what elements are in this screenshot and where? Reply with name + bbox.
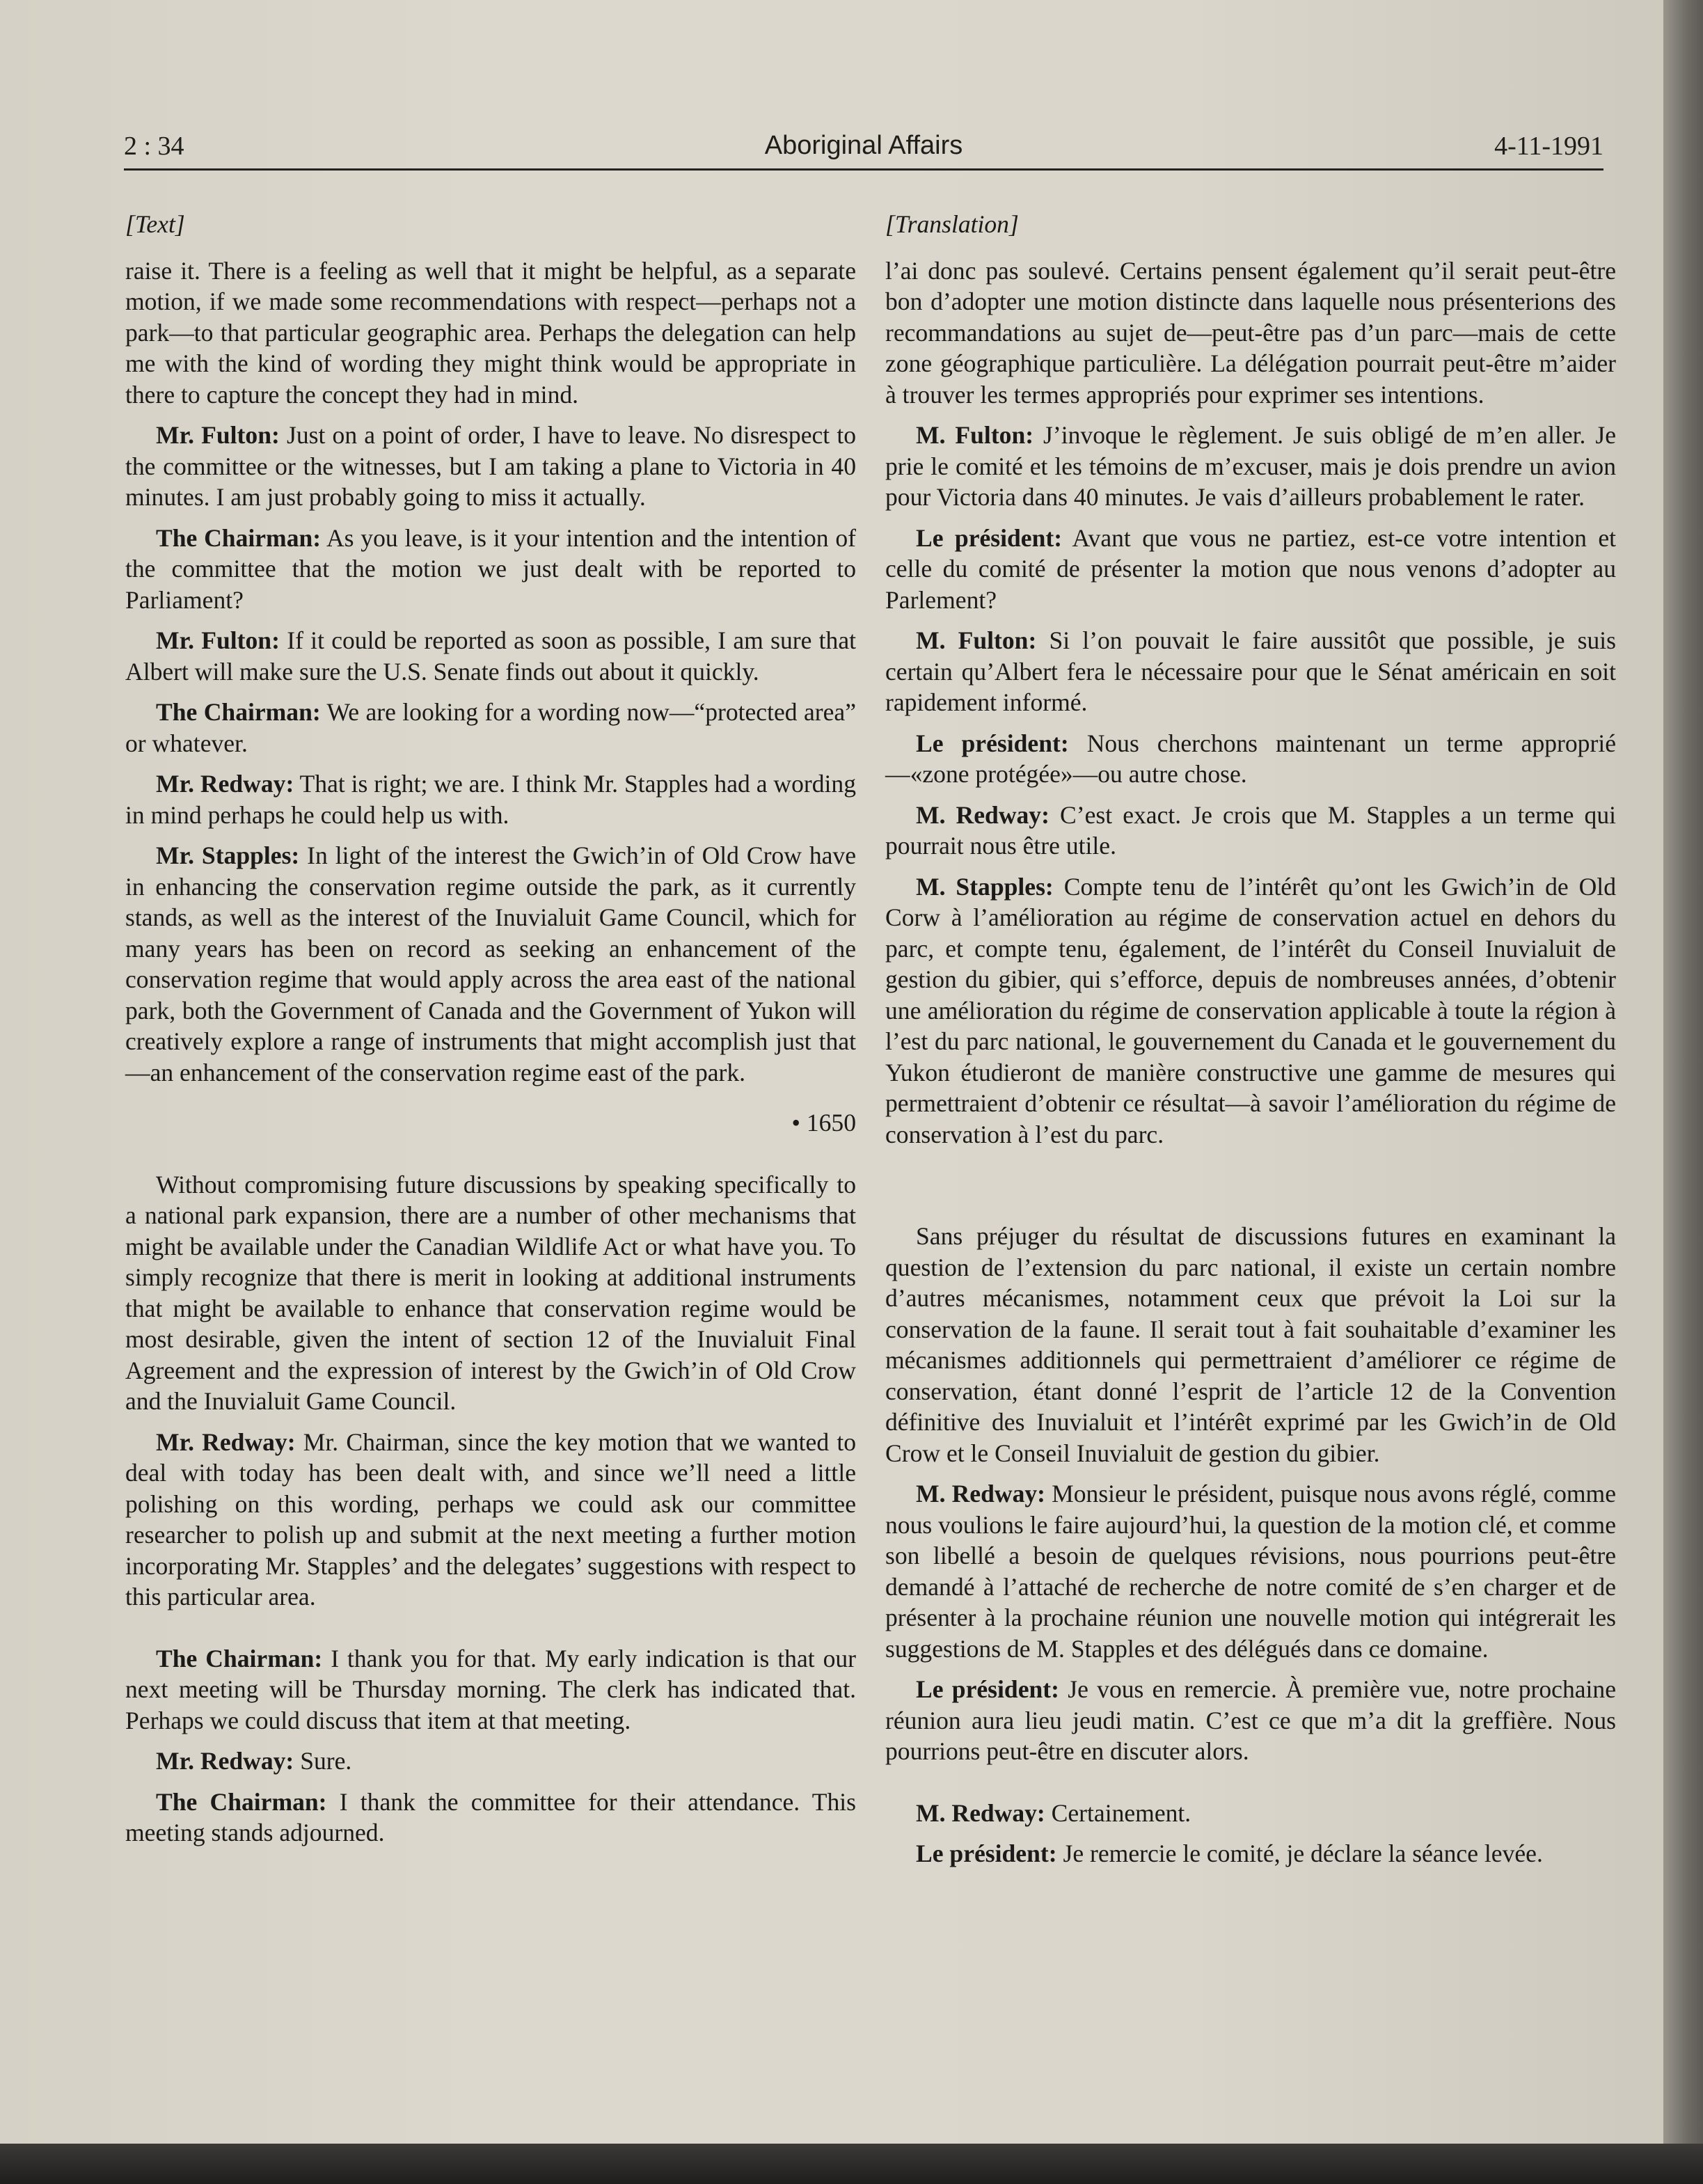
speech-text: We are looking for a wording now—“protected area” or whatever. (125, 698, 856, 757)
speech-text: I thank the committee for their attendance. This meeting stands adjourned. (125, 1787, 856, 1846)
speaker-name: Le président: (916, 523, 1063, 552)
speaker-name: The Chairman: (156, 1644, 323, 1672)
speech-text: Je vous en remercie. À première vue, notre prochaine réunion aura lieu jeudi matin. C’est ce que m’a dit la greffière. Nous pourrions peut-être en discuter alors. (885, 1675, 1616, 1765)
speech-paragraph (125, 1643, 856, 1736)
page-date: 4-11-1991 (1494, 132, 1603, 161)
speech-paragraph (885, 1674, 1616, 1767)
speech-text: Sure. (294, 1747, 352, 1775)
speech-text: I thank you for that. My early indication is that our next meeting will be Thursday morning. The clerk has indicated that. Perhaps we could discuss that item at that meeting. (125, 1644, 856, 1734)
speech-text: Mr. Chairman, since the key motion that we wanted to deal with today has been dealt with, and since we’ll need a little polishing on this wording, perhaps we could ask our committee researcher to polish up and submit at the next meeting a further motion incorporating Mr. Stapples’ and the delegates’ suggestions with respect to this particular area. (125, 1427, 856, 1611)
speech-text: Compte tenu de l’intérêt qu’ont les Gwich’in de Old Corw à l’amélioration au régime de conservation actuel en dehors du parc, et compte tenu, également, de l’intérêt du Conseil Inuvialuit de gestion du gibier, qui s’efforce, depuis de nombreuses années, d’obtenir une amélioration du régime de conservation applicable à toute la région à l’est du parc national, le gouvernement du Canada et le gouvernement du Yukon étudieront de manière constructive une gamme de mesures qui permettraient d’obtenir ce résultat—à savoir l’amélioration du régime de conservation à l’est du parc. (885, 872, 1616, 1148)
speaker-name: The Chairman: (156, 523, 322, 552)
speech-paragraph (885, 420, 1616, 513)
speech-paragraph (885, 1838, 1616, 1869)
french-column (885, 209, 1616, 1879)
speaker-name: M. Redway: (916, 1798, 1045, 1827)
speech-paragraph (125, 1746, 856, 1777)
paragraph: Sans préjuger du résultat de discussions futures en examinant la question de l’extension du parc national, il existe un certain nombre d’autres mécanismes, notamment ceux que prévoit la Loi sur la conservation de la faune. Il serait tout à fait souhaitable d’examiner les mécanismes additionnels qui permettraient d’améliorer ce régime de conservation, étant donné l’esprit de l’article 12 de la Convention définitive des Inuvialuit et l’intérêt exprimé par les Gwich’in de Old Crow et le Conseil Inuvialuit de gestion du gibier. (885, 1222, 1616, 1467)
speech-paragraph (125, 1787, 856, 1849)
speaker-name: The Chairman: (156, 1787, 327, 1816)
speaker-name: M. Redway: (916, 1480, 1045, 1508)
speaker-name: Le président: (916, 729, 1069, 757)
speech-paragraph (885, 1478, 1616, 1664)
speech-paragraph (885, 728, 1616, 790)
spacer (125, 1622, 856, 1643)
speech-paragraph (125, 1427, 856, 1613)
speech-paragraph (885, 800, 1616, 862)
speech-text: Just on a point of order, I have to leave. No disrespect to the committee or the witnesses, but I am taking a plane to Victoria in 40 minutes. I am just probably going to miss it actually. (125, 421, 856, 511)
speech-text: Monsieur le président, puisque nous avons réglé, comme nous voulions le faire aujourd’hui, la question de la motion clé, et comme son libellé a besoin de quelques révisions, nous pourrions peut-être demandé à l’attaché de recherche de notre comité de s’en charger et de présenter à la prochaine réunion une nouvelle motion qui intégrerait les suggestions de M. Stapples et des délégués dans ce domaine. (885, 1480, 1616, 1663)
speech-text: If it could be reported as soon as possible, I am sure that Albert will make sure the U.S. Senate finds out about it quickly. (125, 626, 856, 686)
column-tag: [Text] (125, 210, 185, 238)
speaker-name: M. Stapples: (916, 872, 1054, 901)
speaker-name: M. Fulton: (916, 421, 1034, 449)
speech-paragraph (885, 871, 1616, 1150)
speaker-name: Mr. Stapples: (156, 841, 300, 869)
speaker-name: Mr. Redway: (156, 770, 294, 798)
paragraph: Without compromising future discussions by speaking specifically to a national park expansion, there are a number of other mechanisms that might be available under the Canadian Wildlife Act or what have you. To simply recognize that there is merit in looking at additional instruments that might be available to enhance that conservation regime would be most desirable, given the intent of section 12 of the Inuvialuit Final Agreement and the expression of interest by the Gwich’in of Old Crow and the Inuvialuit Game Council. (125, 1170, 856, 1415)
speech-text: That is right; we are. I think Mr. Stapples had a wording in mind perhaps he could help us with. (125, 770, 856, 829)
page-edge (1663, 0, 1703, 2184)
spacer (885, 1777, 1616, 1798)
speech-paragraph (125, 523, 856, 616)
speech-text: Si l’on pouvait le faire aussitôt que possible, je suis certain qu’Albert fera le nécessaire pour que le Sénat américain en soit rapidement informé. (885, 626, 1617, 716)
column-tag: [Translation] (885, 210, 1019, 238)
speech-text: Avant que vous ne partiez, est-ce votre intention et celle du comité de présenter la motion que nous venons d’adopter au Parlement? (885, 523, 1616, 614)
speaker-name: M. Fulton: (916, 626, 1037, 654)
speech-text: Nous cherchons maintenant un terme approprié—«zone protégée»—ou autre chose. (885, 729, 1616, 788)
spacer (885, 1190, 1616, 1221)
speech-text: As you leave, is it your intention and the intention of the committee that the motion we just dealt with be reported to Parliament? (125, 523, 856, 614)
english-column (125, 209, 856, 1858)
speech-paragraph (885, 523, 1616, 616)
paragraph: l’ai donc pas soulevé. Certains pensent également qu’il serait peut-être bon d’adopter une motion distincte dans laquelle nous présenterions des recommandations au sujet de—peut-être pas d’un parc—mais de cette zone géographique particulière. La délégation pourrait peut-être m’aider à trouver les termes appropriés pour exprimer ses intentions. (885, 256, 1616, 409)
speech-paragraph (125, 625, 856, 687)
speech-paragraph (125, 840, 856, 1088)
speech-paragraph (125, 768, 856, 830)
page-number: 2 : 34 (124, 132, 184, 161)
speech-text: J’invoque le règlement. Je suis obligé de m’en aller. Je prie le comité et les témoins de m’excuser, mais je dois prendre un avion pour Victoria dans 40 minutes. Je vais d’ailleurs probablement le rater. (885, 421, 1616, 511)
speech-paragraph (885, 625, 1616, 718)
page-header (124, 131, 1603, 170)
page-bottom-edge (0, 2144, 1703, 2184)
speaker-name: The Chairman: (156, 698, 321, 726)
time-marker: • 1650 (791, 1109, 856, 1137)
speech-paragraph (885, 1798, 1616, 1829)
speech-paragraph (125, 420, 856, 513)
speech-text: Je remercie le comité, je déclare la séance levée. (1056, 1839, 1543, 1867)
speaker-name: Le président: (916, 1839, 1057, 1867)
paragraph: raise it. There is a feeling as well that it might be helpful, as a separate motion, if we made some recommendations with respect—perhaps not a park—to that particular geographic area. Perhaps the delegation can help me with the kind of wording they might think would be appropriate in there to capture the concept they had in mind. (125, 256, 856, 409)
speaker-name: Mr. Fulton: (156, 421, 280, 449)
speech-paragraph (125, 697, 856, 759)
speech-text: Certainement. (1045, 1798, 1191, 1827)
speech-text: In light of the interest the Gwich’in of Old Crow have in enhancing the conservation regime outside the park, as it currently stands, as well as the interest of the Inuvialuit Game Council, which for many years has been on record as seeking an enhancement of the conservation regime that would apply across the area east of the national park, both the Government of Canada and the Government of Yukon will creatively explore a range of instruments that might accomplish just that—an enhancement of the conservation regime east of the park. (125, 841, 856, 1086)
speaker-name: Mr. Redway: (156, 1747, 294, 1775)
spacer (885, 1160, 1616, 1190)
running-title: Aboriginal Affairs (764, 131, 963, 160)
header-rule (124, 168, 1603, 171)
speaker-name: Mr. Fulton: (156, 626, 280, 654)
speaker-name: M. Redway: (916, 800, 1049, 829)
speech-text: C’est exact. Je crois que M. Stapples a un terme qui pourrait nous être utile. (885, 800, 1616, 860)
speaker-name: Le président: (916, 1675, 1059, 1703)
speaker-name: Mr. Redway: (156, 1427, 296, 1456)
